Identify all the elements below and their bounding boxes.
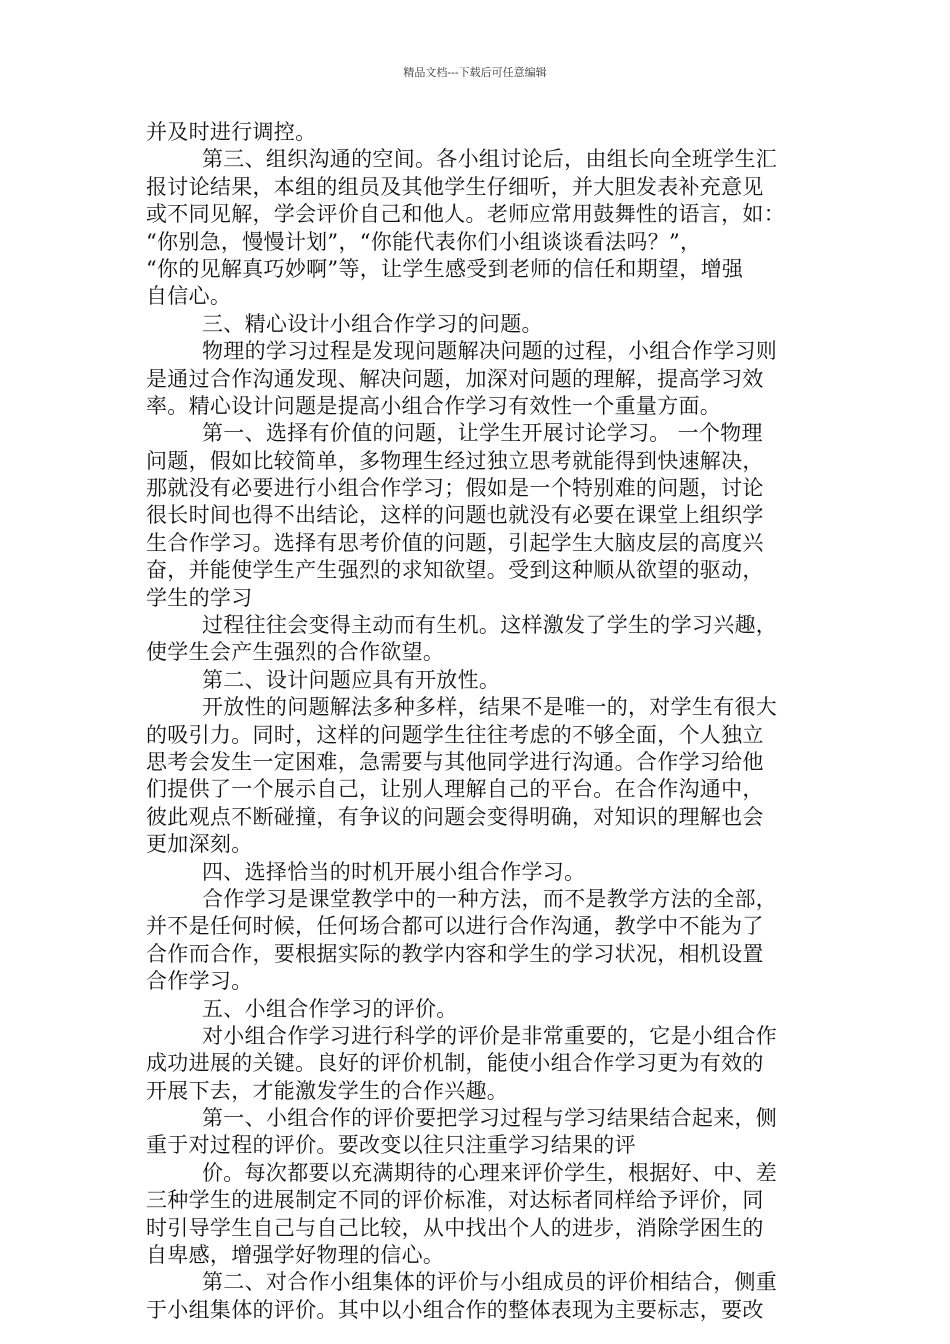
- text-line: 时引导学生自己与自己比较，从中找出个人的进步，消除学困生的: [146, 1215, 764, 1240]
- text-line: 问题，假如比较简单，多物理生经过独立思考就能得到快速解决，: [146, 448, 764, 473]
- text-line: 三、精心设计小组合作学习的问题。: [202, 311, 543, 336]
- text-line: 很长时间也得不出结论，这样的问题也就没有必要在课堂上组织学: [146, 503, 764, 528]
- text-line: 并不是任何时候，任何场合都可以进行合作沟通，教学中不能为了: [146, 914, 764, 939]
- text-line: 是通过合作沟通发现、解决问题，加深对问题的理解，提高学习效: [146, 366, 764, 391]
- text-line: 第一、选择有价值的问题，让学生开展讨论学习。 一个物理: [202, 421, 763, 446]
- text-line: 价。每次都要以充满期待的心理来评价学生，根据好、中、差: [202, 1160, 778, 1185]
- text-line: 过程往往会变得主动而有生机。这样激发了学生的学习兴趣，: [202, 613, 778, 638]
- text-line: 对小组合作学习进行科学的评价是非常重要的，它是小组合作: [202, 1023, 778, 1048]
- text-line: 物理的学习过程是发现问题解决问题的过程，小组合作学习则: [202, 339, 778, 364]
- text-line: 第二、设计问题应具有开放性。: [202, 667, 501, 692]
- text-line: 自卑感，增强学好物理的信心。: [146, 1243, 445, 1268]
- text-line: 并及时进行调控。: [146, 120, 317, 144]
- text-line: 报讨论结果，本组的组员及其他学生仔细听，并大胆发表补充意见: [146, 174, 764, 199]
- text-line: 自信心。: [146, 284, 232, 309]
- text-line: 开展下去，才能激发学生的合作兴趣。: [146, 1078, 509, 1103]
- page-header: 精品文档---下载后可任意编辑: [403, 66, 547, 79]
- text-line: 第一、小组合作的评价要把学习过程与学习结果结合起来，侧: [202, 1106, 778, 1131]
- text-line: 重于对过程的评价。要改变以往只注重学习结果的评: [146, 1133, 636, 1158]
- text-line: 四、选择恰当的时机开展小组合作学习。: [202, 859, 586, 884]
- text-line: 彼此观点不断碰撞，有争议的问题会变得明确，对知识的理解也会: [146, 804, 764, 829]
- text-line: 合作而合作，要根据实际的教学内容和学生的学习状况，相机设置: [146, 941, 764, 966]
- text-line: 开放性的问题解法多种多样，结果不是唯一的，对学生有很大: [202, 695, 778, 720]
- text-line: 生合作学习。选择有思考价值的问题，引起学生大脑皮层的高度兴: [146, 530, 764, 555]
- text-line: “你的见解真巧妙啊”等，让学生感受到老师的信任和期望，增强: [146, 256, 744, 281]
- text-line: 或不同见解，学会评价自己和他人。老师应常用鼓舞性的语言，如：: [146, 202, 785, 227]
- text-line: 的吸引力。同时，这样的问题学生往往考虑的不够全面，个人独立: [146, 722, 764, 747]
- text-line: 五、小组合作学习的评价。: [202, 996, 458, 1021]
- text-line: “你别急，慢慢计划”，“你能代表你们小组谈谈看法吗？”，: [146, 229, 702, 254]
- text-line: 使学生会产生强烈的合作欲望。: [146, 640, 445, 665]
- text-line: 第二、对合作小组集体的评价与小组成员的评价相结合，侧重: [202, 1270, 778, 1295]
- text-line: 三种学生的进展制定不同的评价标准，对达标者同样给予评价，同: [146, 1188, 764, 1213]
- text-line: 合作学习是课堂教学中的一种方法，而不是教学方法的全部，: [202, 886, 778, 911]
- text-line: 合作学习。: [146, 969, 253, 994]
- text-line: 于小组集体的评价。其中以小组合作的整体表现为主要标志，要改: [146, 1297, 764, 1322]
- text-line: 奋，并能使学生产生强烈的求知欲望。受到这种顺从欲望的驱动，: [146, 558, 764, 583]
- text-line: 那就没有必要进行小组合作学习；假如是一个特别难的问题，讨论: [146, 476, 764, 501]
- text-line: 成功进展的关键。良好的评价机制，能使小组合作学习更为有效的: [146, 1051, 764, 1076]
- text-line: 们提供了一个展示自己，让别人理解自己的平台。在合作沟通中，: [146, 777, 764, 802]
- text-line: 更加深刻。: [146, 832, 253, 857]
- text-line: 第三、组织沟通的空间。各小组讨论后，由组长向全班学生汇: [202, 147, 778, 172]
- text-line: 率。精心设计问题是提高小组合作学习有效性一个重量方面。: [146, 393, 722, 418]
- text-line: 思考会发生一定困难，急需要与其他同学进行沟通。合作学习给他: [146, 749, 764, 774]
- text-line: 学生的学习: [146, 585, 253, 610]
- document-body: [146, 119, 808, 1324]
